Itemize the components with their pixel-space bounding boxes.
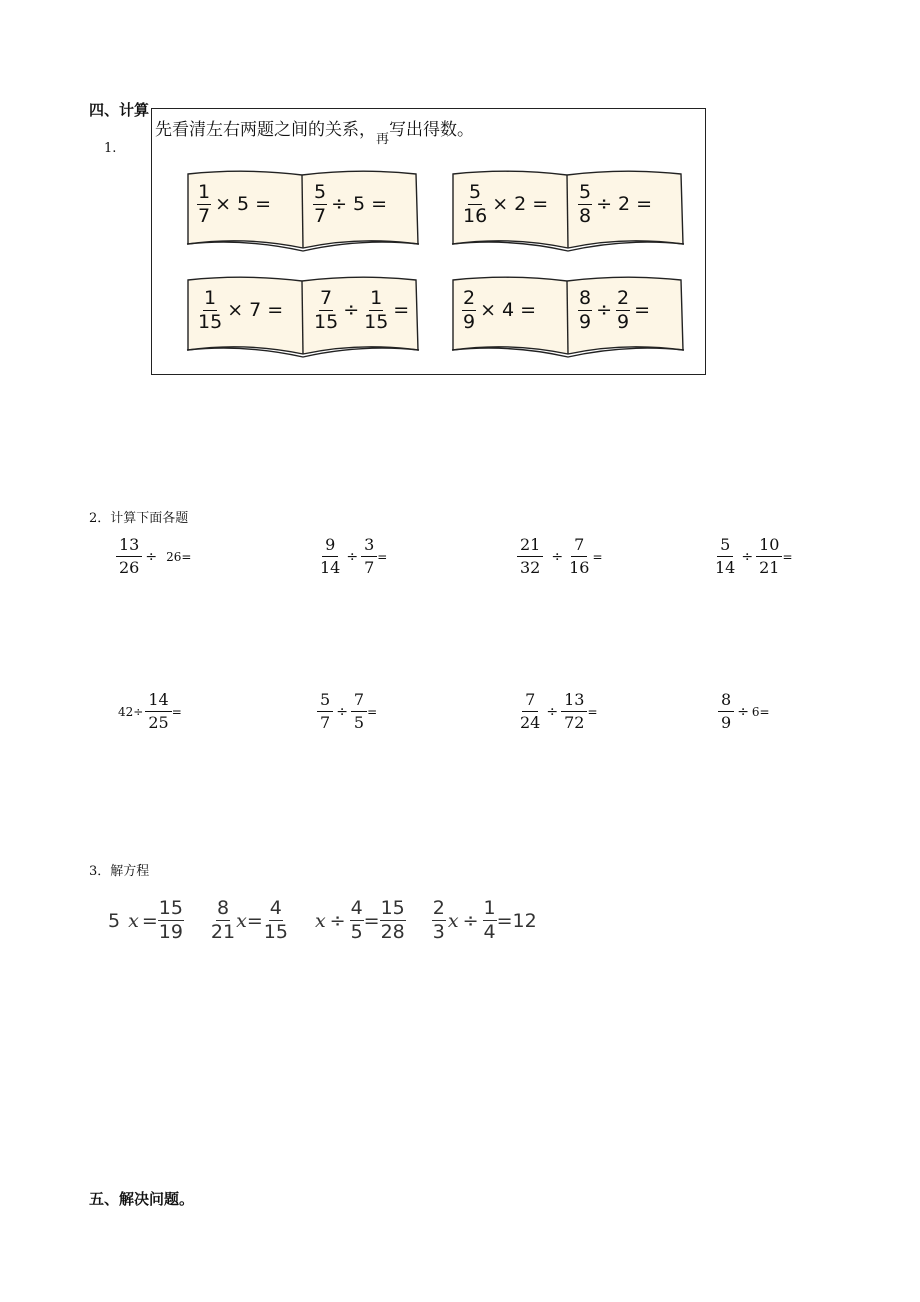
fraction-denominator: 32 (520, 558, 541, 577)
operator: ÷ (329, 909, 346, 932)
fraction-denominator: 9 (721, 713, 732, 732)
variable-x: x (447, 909, 459, 932)
operator: × 4 = (480, 299, 537, 321)
fraction-numerator: 5 (717, 537, 733, 557)
fraction-numerator: 5 (317, 692, 333, 712)
fraction-denominator: 15 (314, 310, 339, 333)
fraction-numerator: 4 (269, 897, 282, 919)
fraction-denominator: 15 (198, 310, 223, 333)
problem-2-5 (118, 692, 182, 731)
fraction-denominator: 7 (314, 204, 327, 227)
fraction-denominator: 5 (353, 713, 365, 732)
fraction-numerator: 9 (322, 537, 338, 557)
right-hand-side: 12 (512, 909, 537, 932)
equals-sign: = (363, 909, 380, 932)
operand-head: 42÷ (118, 704, 144, 719)
fraction-denominator: 25 (148, 713, 169, 732)
fraction-denominator: 24 (520, 713, 541, 732)
operand-tail: 6= (751, 704, 770, 719)
section-5-title: 五、解决问题。 (89, 1190, 195, 1208)
fraction-denominator: 21 (210, 921, 236, 943)
fraction-numerator: 14 (145, 692, 171, 712)
fraction-numerator: 1 (370, 286, 383, 309)
book-3-right (313, 284, 413, 336)
operator: × 5 = (215, 193, 272, 215)
operator: ÷ (336, 703, 348, 720)
fraction-denominator: 15 (263, 921, 288, 943)
problem-2-8 (718, 692, 770, 731)
fraction-denominator: 3 (432, 921, 445, 943)
fraction-numerator: 2 (617, 286, 630, 309)
equals-sign: = (141, 909, 158, 932)
fraction-numerator: 10 (756, 537, 782, 557)
variable-x: x (128, 909, 139, 932)
fraction-denominator: 15 (364, 310, 389, 333)
section-4-title: 四、计算 (89, 101, 150, 119)
fraction-numerator: 5 (314, 180, 327, 203)
fraction-numerator: 7 (320, 286, 333, 309)
equations-row (108, 899, 563, 942)
fraction-numerator: 1 (204, 286, 217, 309)
equals-sign: = (377, 549, 388, 564)
equation-4 (432, 899, 537, 942)
operator: = (634, 299, 651, 321)
fraction-numerator: 21 (517, 537, 543, 557)
fraction-numerator: 7 (522, 692, 538, 712)
fraction-numerator: 13 (116, 537, 142, 557)
book-panel (151, 108, 706, 375)
book-3 (185, 272, 421, 358)
operator: ÷ (346, 548, 359, 565)
operator: × 2 = (492, 193, 549, 215)
instruction-part-a: 先看清左右两题之间的关系， (155, 120, 376, 140)
fraction-denominator: 19 (158, 921, 183, 943)
fraction-numerator: 4 (350, 897, 363, 919)
problem-2-4 (712, 537, 793, 576)
fraction-numerator: 7 (571, 537, 587, 557)
operator: = (393, 299, 410, 321)
problem-2-1 (116, 537, 191, 576)
operator: ÷ (343, 299, 360, 321)
fraction-denominator: 5 (350, 921, 363, 943)
fraction-denominator: 4 (483, 921, 496, 943)
fraction-denominator: 8 (579, 204, 592, 227)
fraction-denominator: 28 (380, 921, 405, 943)
book-1-right (313, 178, 391, 230)
question-2-title: 2．计算下面各题 (89, 511, 189, 526)
instruction-part-b: 再 (376, 132, 390, 147)
fraction-numerator: 7 (351, 692, 367, 712)
fraction-denominator: 7 (198, 204, 211, 227)
problem-2-2 (317, 537, 387, 576)
book-1-left (197, 178, 275, 230)
fraction-denominator: 16 (569, 558, 590, 577)
operator: ÷ (596, 299, 613, 321)
operator: × 7 = (227, 299, 284, 321)
operator: ÷ (145, 548, 158, 565)
fraction-numerator: 8 (579, 286, 592, 309)
fraction-numerator: 5 (579, 180, 592, 203)
operator: ÷ (546, 703, 559, 720)
book-4-left (462, 284, 540, 336)
question-3-title: 3．解方程 (89, 864, 150, 879)
fraction-numerator: 8 (718, 692, 734, 712)
fraction-denominator: 14 (320, 558, 341, 577)
book-3-left (197, 284, 287, 336)
equation-3 (315, 899, 406, 942)
variable-x: x (236, 909, 247, 932)
fraction-numerator: 15 (158, 897, 183, 919)
problem-2-7 (517, 692, 598, 731)
fraction-numerator: 1 (483, 897, 496, 919)
operator: ÷ 5 = (331, 193, 388, 215)
fraction-denominator: 14 (715, 558, 736, 577)
book-2 (450, 166, 686, 252)
equals-sign: = (171, 704, 182, 719)
variable-x: x (314, 909, 326, 932)
fraction-denominator: 72 (564, 713, 585, 732)
equation-1 (108, 899, 184, 942)
fraction-denominator: 9 (617, 310, 630, 333)
book-4 (450, 272, 686, 358)
operator: ÷ (551, 548, 564, 565)
fraction-numerator: 15 (380, 897, 405, 919)
fraction-numerator: 3 (361, 537, 377, 557)
instruction-part-c: 写出得数。 (389, 120, 475, 140)
book-4-right (578, 284, 654, 336)
fraction-denominator: 16 (463, 204, 488, 227)
equals-sign: = (592, 549, 603, 564)
equals-sign: = (782, 549, 793, 564)
fraction-denominator: 9 (579, 310, 592, 333)
book-2-left (462, 178, 552, 230)
equals-sign: = (496, 909, 513, 932)
question-1-number: 1. (104, 141, 117, 156)
fraction-denominator: 7 (320, 713, 331, 732)
fraction-denominator: 7 (364, 558, 375, 577)
instruction-text (155, 115, 475, 147)
equation-2 (210, 899, 289, 942)
fraction-numerator: 1 (198, 180, 211, 203)
coefficient: 5 (108, 909, 121, 932)
fraction-denominator: 26 (119, 558, 140, 577)
fraction-numerator: 5 (469, 180, 482, 203)
fraction-denominator: 21 (759, 558, 780, 577)
fraction-numerator: 8 (216, 897, 230, 919)
operator: ÷ 2 = (596, 193, 653, 215)
fraction-numerator: 2 (463, 286, 476, 309)
operator: ÷ (737, 703, 749, 720)
equals-sign: = (367, 704, 378, 719)
operator: ÷ (741, 548, 754, 565)
book-1 (185, 166, 421, 252)
equals-sign: = (246, 909, 263, 932)
operator: ÷ (462, 909, 479, 932)
fraction-denominator: 9 (463, 310, 476, 333)
problem-2-3 (517, 537, 603, 576)
operand-tail: 26= (166, 549, 192, 564)
problem-2-6 (317, 692, 377, 731)
book-2-right (578, 178, 656, 230)
fraction-numerator: 2 (432, 897, 445, 919)
equals-sign: = (587, 704, 598, 719)
fraction-numerator: 13 (561, 692, 587, 712)
